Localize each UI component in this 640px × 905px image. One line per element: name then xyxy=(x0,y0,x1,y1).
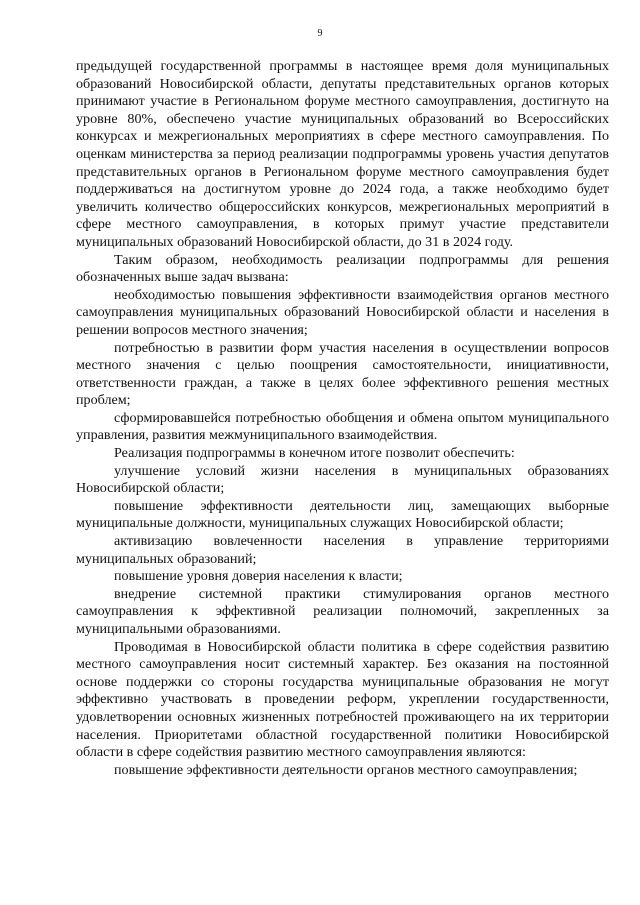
paragraph: Таким образом, необходимость реализации подпрограммы для решения обозначенных выше задач вызвана: xyxy=(76,251,609,286)
paragraph: улучшение условий жизни населения в муниципальных образованиях Новосибирской области; xyxy=(76,462,609,497)
paragraph: необходимостью повышения эффективности взаимодействия органов местного самоуправления муниципальных образований Новосибирской области и населения в решении вопросов местного значения; xyxy=(76,286,609,338)
document-body xyxy=(76,58,609,779)
paragraph: сформировавшейся потребностью обобщения и обмена опытом муниципального управления, развития межмуниципального взаимодействия. xyxy=(76,409,609,444)
paragraph: Реализация подпрограммы в конечном итоге позволит обеспечить: xyxy=(114,445,515,462)
paragraph: повышение уровня доверия населения к власти; xyxy=(114,568,403,585)
paragraph: повышение эффективности деятельности органов местного самоуправления; xyxy=(114,761,578,778)
paragraph: предыдущей государственной программы в настоящее время доля муниципальных образований Новосибирской области, депутаты представительных органов которых принимают участие в Региональном форуме местного самоуправления, достигнуто на уровне 80%, обеспечено участие муниципальных образований во Всероссийских конкурсах и межрегиональных мероприятиях в сфере местного самоуправления. По оценкам министерства за период реализации подпрограммы уровень участия депутатов представительных органов в Региональном форуме местного самоуправления будет поддерживаться на достигнутом уровне до 2024 года, а также необходимо будет увеличить количество общероссийских конкурсов, межрегиональных мероприятий в сфере местного самоуправления, в которых примут участие представители муниципальных образований Новосибирской области, до 31 в 2024 году. xyxy=(76,58,609,250)
paragraph: внедрение системной практики стимулирования органов местного самоуправления к эффективной реализации полномочий, закрепленных за муниципальными образованиями. xyxy=(76,585,609,637)
page-number: 9 xyxy=(317,28,323,39)
paragraph: активизацию вовлеченности населения в управление территориями муниципальных образований; xyxy=(76,533,609,567)
paragraph: потребностью в развитии форм участия населения в осуществлении вопросов местного значения с целью поощрения самостоятельности, инициативности, ответственности граждан, а также в целях более эффективного решения местных проблем; xyxy=(76,339,609,409)
paragraph: повышение эффективности деятельности лиц, замещающих выборные муниципальные должности, муниципальных служащих Новосибирской области; xyxy=(76,497,609,532)
paragraph: Проводимая в Новосибирской области политика в сфере содействия развитию местного самоуправления носит системный характер. Без оказания на постоянной основе поддержки со стороны государства муниципальные образования не могут эффективно участвовать в проведении реформ, укреплении государственности, удовлетворении основных жизненных потребностей проживающего на их территории населения. Приоритетами областной государственной политики Новосибирской области в сфере содействия развитию местного самоуправления являются: xyxy=(76,638,609,761)
